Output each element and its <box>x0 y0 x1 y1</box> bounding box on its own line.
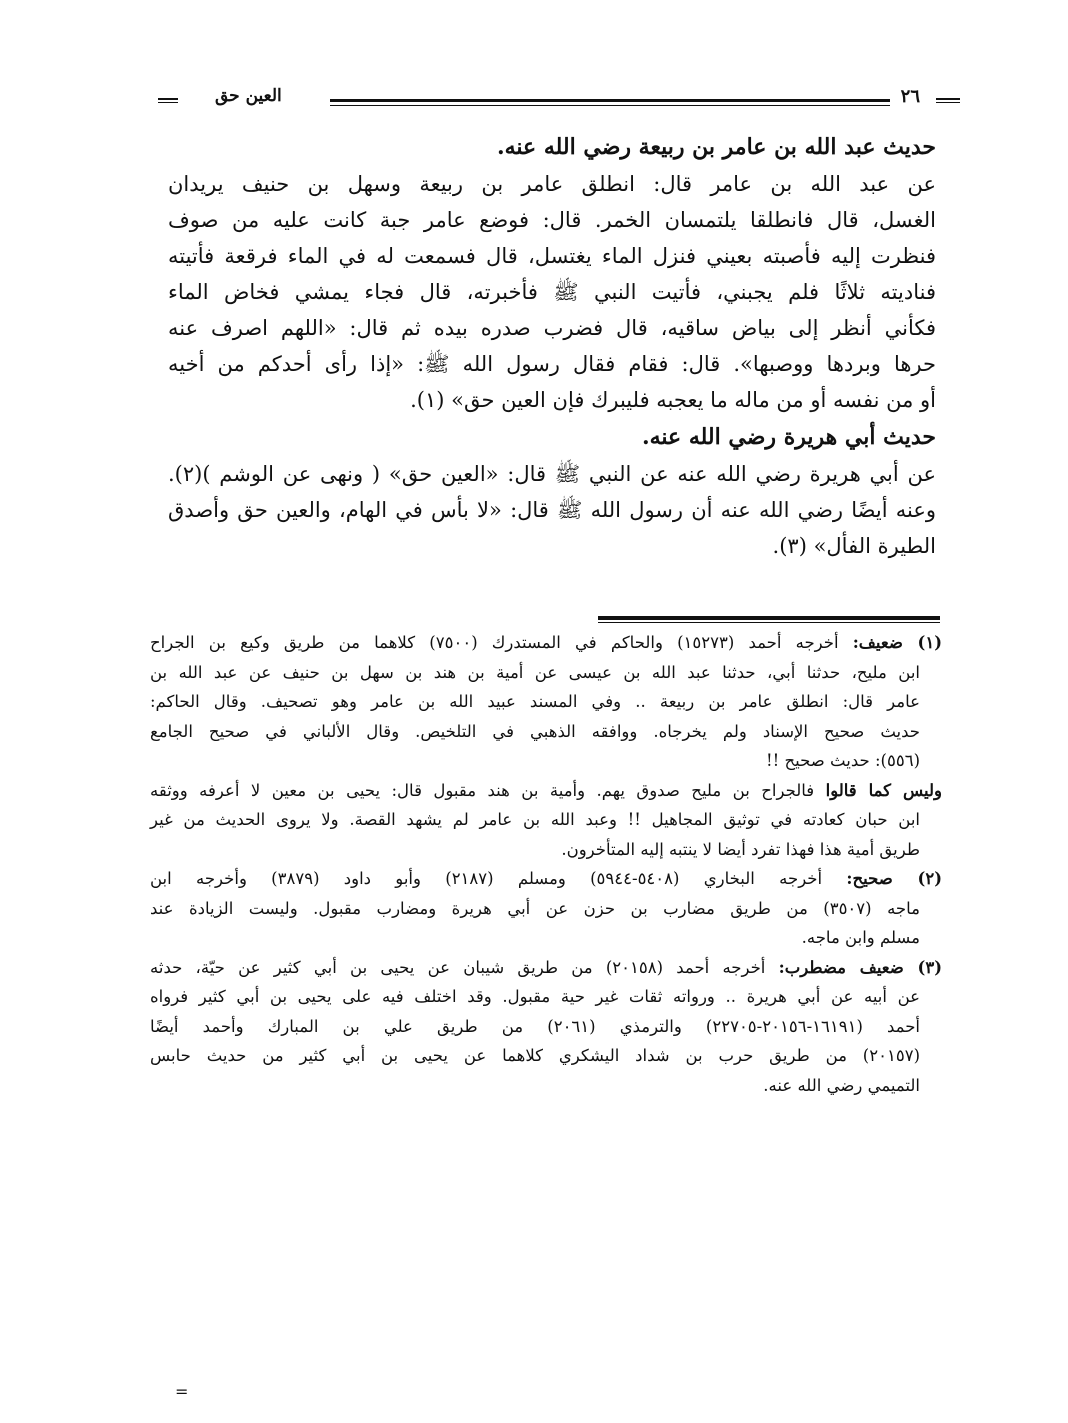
header-rule-thin <box>330 105 890 106</box>
footnote-text: عن أبيه عن أبي هريرة .. ورواته ثقات غير حية مقبول. وقد اختلف فيه على يحيى بن أبي كثير فرواه <box>150 987 920 1006</box>
header-ornament-left <box>158 98 178 103</box>
continuation-mark: = <box>175 1382 189 1401</box>
footnote-text: ابن مليح، حدثنا أبي، حدثنا عبد الله بن عيسى عن أمية بن هند بن سهل بن حنيف عن عبد الله بن <box>150 662 920 682</box>
footnote-line <box>150 717 942 747</box>
footnote-line <box>150 864 942 894</box>
footnote-line <box>150 1041 942 1071</box>
text-line: حرها وبردها ووصبها». قال: فقام فقال رسول الله ﷺ: «إذا رأى أحدكم من أخيه <box>168 352 936 376</box>
text-line: عن أبي هريرة رضي الله عنه عن النبي ﷺ قال: «العين حق» ( ونهى عن الوشم )(٢). <box>168 462 936 486</box>
footnote-grade: (١) ضعيف: <box>852 633 942 652</box>
footnote-text: (٥٥٦): حديث صحيح !! <box>766 751 920 770</box>
footnotes <box>150 628 942 1100</box>
text-line: أو من نفسه أو من ماله ما يعجبه فليبرك فإن العين حق» (١). <box>410 388 936 412</box>
footnote-line <box>150 746 942 776</box>
footnote-text: عامر قال: انطلق عامر بن ربيعة .. وفي المسند عبيد الله بن عامر وهو تصحيف. وقال الحاكم: <box>150 692 920 711</box>
footnote-grade: (٢) صحيح: <box>846 869 943 888</box>
footnote-line <box>150 805 942 835</box>
footnote-line <box>150 953 942 983</box>
footnote-grade: (٣) ضعيف مضطرب: <box>778 957 942 977</box>
footnote-text: (٢٠١٥٧) من طريق حرب بن شداد اليشكري كلاهما عن يحيى بن أبي كثير من حديث حابس <box>150 1046 920 1065</box>
text-line: الطيرة الفأل» (٣). <box>772 534 936 558</box>
footnote-text: مسلم وابن ماجه. <box>801 928 920 947</box>
footnote-text: حديث صحيح الإسناد ولم يخرجاه. ووافقه الذهبي في التلخيص. وقال الألباني في صحيح الجامع <box>150 721 920 741</box>
text-line: الغسل، قال فانطلقا يلتمسان الخمر. قال: فوضع عامر جبة كانت عليه من صوف <box>168 208 936 232</box>
footnote-line <box>150 776 942 806</box>
footnote-grade: وليس كما قالوا <box>825 780 942 800</box>
section-heading: حديث عبد الله بن عامر بن ربيعة رضي الله عنه. <box>496 134 936 160</box>
footnote-text: التميمي رضي الله عنه. <box>763 1075 920 1095</box>
footnote-text: أخرجه أحمد (١٥٢٧٣) والحاكم في المستدرك (٧٥٠٠) كلاهما من طريق وكيع بن الجراح <box>150 633 853 652</box>
footnote-line <box>150 835 942 865</box>
text-line: فناديته ثلاثًا فلم يجبني، فأتيت النبي ﷺ فأخبرته، قال فجاء يمشي فخاض الماء <box>168 280 936 304</box>
footnote-text: فالجراح بن مليح صدوق يهم. وأمية بن هند مقبول قال: يحيى بن معين لا أعرفه ووثقه <box>150 780 826 800</box>
page-header <box>150 86 960 116</box>
footnote-text: ابن حبان كعادته في توثيق المجاهيل !! وعبد الله بن عامر لم يشهد القصة. ولا يروى الحديث من غير <box>150 810 920 829</box>
footnote-line <box>150 923 942 953</box>
text-line: فنظرت إليه فأصبته بعيني فنزل الماء يغتسل، قال فسمعت له في الماء فرقعة فأتيته <box>168 244 936 268</box>
footnote-line <box>150 687 942 717</box>
section-heading: حديث أبي هريرة رضي الله عنه. <box>641 424 936 450</box>
running-title: العين حق <box>215 86 282 106</box>
footnote-text: ماجه (٣٥٠٧) من طريق مضارب بن حزن عن أبي هريرة ومضارب مقبول. وليست الزيادة عند <box>150 898 920 918</box>
page-number: ٢٦ <box>900 86 920 107</box>
header-ornament-right <box>936 98 960 103</box>
footnote-line <box>150 658 942 688</box>
footnote-text: أحمد (١٦١٩١-٢٠١٥٦-٢٢٧٠٥) والترمذي (٢٠٦١) من طريق علي بن المبارك وأحمد أيضًا <box>150 1016 920 1036</box>
footnote-line <box>150 1012 942 1042</box>
header-rule <box>330 99 890 102</box>
footnote-text: أخرجه أحمد (٢٠١٥٨) من طريق شيبان عن يحيى بن أبي كثير عن حيّة، حدثه <box>150 957 779 977</box>
footnote-text: أخرجه البخاري (٥٤٠٨-٥٩٤٤) ومسلم (٢١٨٧) وأبو داود (٣٨٧٩) وأخرجه ابن <box>150 869 847 888</box>
text-line: فكأني أنظر إلى بياض ساقيه، قال فضرب صدره بيده ثم قال: «اللهم اصرف عنه <box>168 316 936 340</box>
text-line: عن عبد الله بن عامر قال: انطلق عامر بن ربيعة وسهل بن حنيف يريدان <box>168 172 936 196</box>
text-line: وعنه أيضًا رضي الله عنه أن رسول الله ﷺ قال: «لا بأس في الهام، والعين حق وأصدق <box>168 498 936 522</box>
footnote-line <box>150 894 942 924</box>
footnote-text: طريق أمية هذا فهذا تفرد أيضا لا ينتبه إليه المتأخرون. <box>561 839 920 859</box>
main-text <box>168 128 936 564</box>
footnote-line <box>150 628 942 658</box>
footnote-separator <box>598 616 940 623</box>
footnote-line <box>150 982 942 1012</box>
footnote-line <box>150 1071 942 1101</box>
